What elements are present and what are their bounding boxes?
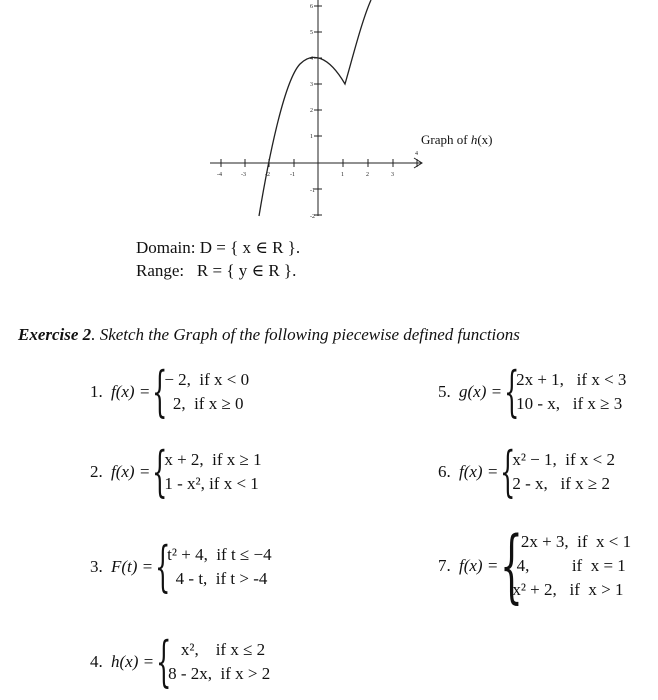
domain-line: Domain: D = { x ∈ R }. xyxy=(136,238,301,257)
exercise-text: . Sketch the Graph of the following piecewise defined functions xyxy=(91,325,520,344)
exercise-heading xyxy=(18,325,520,345)
range-line: Range: R = { y ∈ R }. xyxy=(136,261,297,280)
problem-lhs: h(x) = xyxy=(111,652,155,671)
graph-of-h xyxy=(0,0,658,230)
svg-text:-3: -3 xyxy=(241,172,246,178)
brace: { xyxy=(500,440,516,503)
problem-lhs: f(x) = xyxy=(111,462,151,481)
graph-label: Graph of h(x) xyxy=(421,132,493,147)
problem-6 xyxy=(438,440,615,503)
svg-text:-4: -4 xyxy=(217,172,222,178)
problem-lhs: f(x) = xyxy=(459,556,499,575)
brace: { xyxy=(504,360,520,423)
problem-lhs: g(x) = xyxy=(459,382,503,401)
brace: { xyxy=(500,519,524,612)
case: 8 - 2x, if x > 2 xyxy=(168,664,271,683)
case: x², if x ≤ 2 xyxy=(168,640,266,659)
brace: { xyxy=(152,440,168,503)
case: 4, if x = 1 xyxy=(512,556,626,575)
problem-number: 6. xyxy=(438,462,451,481)
case: 2x + 3, if x < 1 xyxy=(512,532,632,551)
problem-number: 3. xyxy=(90,557,103,576)
case: x + 2, if x ≥ 1 xyxy=(164,450,262,469)
svg-text:-2: -2 xyxy=(310,214,315,220)
svg-text:5: 5 xyxy=(310,30,313,36)
case: x² − 1, if x < 2 xyxy=(512,450,615,469)
exercise-label: Exercise 2 xyxy=(18,325,92,344)
svg-text:4: 4 xyxy=(415,151,418,157)
problem-number: 5. xyxy=(438,382,451,401)
svg-text:2: 2 xyxy=(366,172,369,178)
svg-text:-1: -1 xyxy=(290,172,295,178)
svg-text:-1: -1 xyxy=(310,188,315,194)
svg-text:1: 1 xyxy=(310,134,313,140)
case: 2x + 1, if x < 3 xyxy=(516,370,627,389)
problem-number: 1. xyxy=(90,382,103,401)
problem-4 xyxy=(90,630,271,693)
problem-3 xyxy=(90,535,272,598)
brace: { xyxy=(152,360,168,423)
svg-text:4: 4 xyxy=(310,56,313,62)
svg-text:3: 3 xyxy=(310,82,313,88)
case: 10 - x, if x ≥ 3 xyxy=(516,394,623,413)
problem-1 xyxy=(90,360,250,423)
svg-text:2: 2 xyxy=(310,108,313,114)
case: − 2, if x < 0 xyxy=(164,370,250,389)
case: 4 - t, if t > -4 xyxy=(167,569,268,588)
problem-lhs: f(x) = xyxy=(111,382,151,401)
problem-lhs: f(x) = xyxy=(459,462,499,481)
brace: { xyxy=(156,630,172,693)
case: x² + 2, if x > 1 xyxy=(512,580,624,599)
case: 1 - x², if x < 1 xyxy=(164,474,259,493)
problem-5 xyxy=(438,360,627,423)
problem-number: 7. xyxy=(438,556,451,575)
problem-lhs: F(t) = xyxy=(111,557,154,576)
case: 2, if x ≥ 0 xyxy=(164,394,244,413)
svg-text:1: 1 xyxy=(341,172,344,178)
svg-text:3: 3 xyxy=(391,172,394,178)
problem-2 xyxy=(90,440,262,503)
brace: { xyxy=(155,535,171,598)
svg-text:-2: -2 xyxy=(265,172,270,178)
problem-7 xyxy=(438,519,632,612)
problem-number: 2. xyxy=(90,462,103,481)
case: 2 - x, if x ≥ 2 xyxy=(512,474,610,493)
svg-text:6: 6 xyxy=(310,4,313,10)
case: t² + 4, if t ≤ −4 xyxy=(167,545,272,564)
problem-number: 4. xyxy=(90,652,103,671)
